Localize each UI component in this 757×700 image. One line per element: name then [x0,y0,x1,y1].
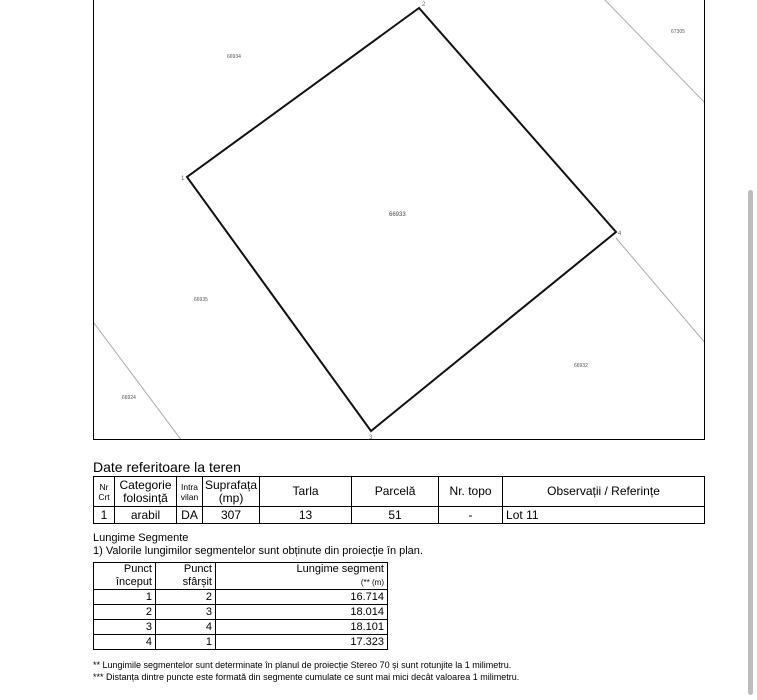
segments-table-header [94,563,388,590]
table-row [94,590,388,605]
header-unit: (** (m) [360,578,384,587]
table-row [94,507,705,524]
header-text: Crt [98,491,110,502]
cell-tarla: 13 [260,507,352,524]
parcel-number-neighbor: 66934 [227,54,241,60]
cell-categorie: arabil [115,507,177,524]
header-text: Nr [99,481,109,492]
cell-start: 3 [94,620,156,635]
header-text: Intra [180,481,198,492]
header-tarla: Tarla [260,477,352,507]
header-text: Categorie [119,477,172,492]
header-nr-topo: Nr. topo [439,477,503,507]
vertex-label: 4 [618,231,622,237]
header-text: Punct [123,563,152,575]
cell-length: 18.014 [216,605,388,620]
header-text: sfârșit [182,576,212,588]
cadastral-map [93,0,705,440]
neighbor-boundary-line [94,323,182,440]
cell-observatii: Lot 11 [503,507,705,524]
header-categorie [115,477,177,507]
header-text: Suprafața [205,477,258,492]
header-text: început [115,576,152,588]
parcel-outline [187,8,616,431]
header-text: Lungime segment [296,563,384,575]
cell-parcela: 51 [352,507,439,524]
cell-length: 17.323 [216,635,388,650]
parcel-number-neighbor: 66924 [122,395,136,401]
cell-start: 2 [94,605,156,620]
segments-title: Lungime Segmente [93,532,189,544]
cell-start: 1 [94,590,156,605]
footnote-distance: *** Distanța dintre puncte este formată din segmente cumulate ce sunt mai mici decât valoarea 1 milimetru. [93,672,520,682]
header-text: Punct [183,563,212,575]
cell-intravilan: DA [177,507,203,524]
cell-end: 3 [156,605,216,620]
neighbor-boundary-line [604,0,705,104]
cell-suprafata: 307 [203,507,260,524]
segments-table [93,562,388,650]
segments-note: 1) Valorile lungimilor segmentelor sunt obținute din proiecție în plan. [93,545,423,557]
header-text: folosință [123,490,168,505]
scrollbar[interactable] [748,190,753,695]
cell-start: 4 [94,635,156,650]
cell-end: 2 [156,590,216,605]
parcel-number-main: 66933 [389,212,406,218]
footnote-rounding: ** Lungimile segmentelor sunt determinate în planul de proiecție Stereo 70 și sunt rotunjite la 1 milimetru. [93,660,512,670]
cell-nr-topo: - [439,507,503,524]
header-suprafata [203,477,260,507]
cell-end: 4 [156,620,216,635]
table-row [94,620,388,635]
header-nr-crt [94,477,115,507]
parcel-number-neighbor: 67305 [671,29,685,35]
header-punct-inceput [94,563,156,590]
header-observatii: Observații / Referințe [503,477,705,507]
terrain-table-header [94,477,705,507]
cell-end: 1 [156,635,216,650]
header-punct-sfarsit [156,563,216,590]
parcel-number-neighbor: 66935 [194,297,208,303]
table-row [94,635,388,650]
header-intravilan [177,477,203,507]
cell-length: 18.101 [216,620,388,635]
cell-length: 16.714 [216,590,388,605]
header-lungime [216,563,388,590]
table-row [94,605,388,620]
terrain-section-title: Date referitoare la teren [93,459,241,475]
neighbor-boundary-line [616,238,705,344]
vertex-label: 3 [369,435,373,441]
header-text: (mp) [218,490,244,505]
vertex-label: 1 [181,176,185,182]
parcel-number-neighbor: 66932 [574,363,588,369]
terrain-table [93,476,705,524]
map-drawing [94,0,705,440]
cell-nr: 1 [94,507,115,524]
header-parcela: Parcelă [352,477,439,507]
vertex-label: 2 [422,2,426,8]
header-text: vilan [180,491,199,502]
